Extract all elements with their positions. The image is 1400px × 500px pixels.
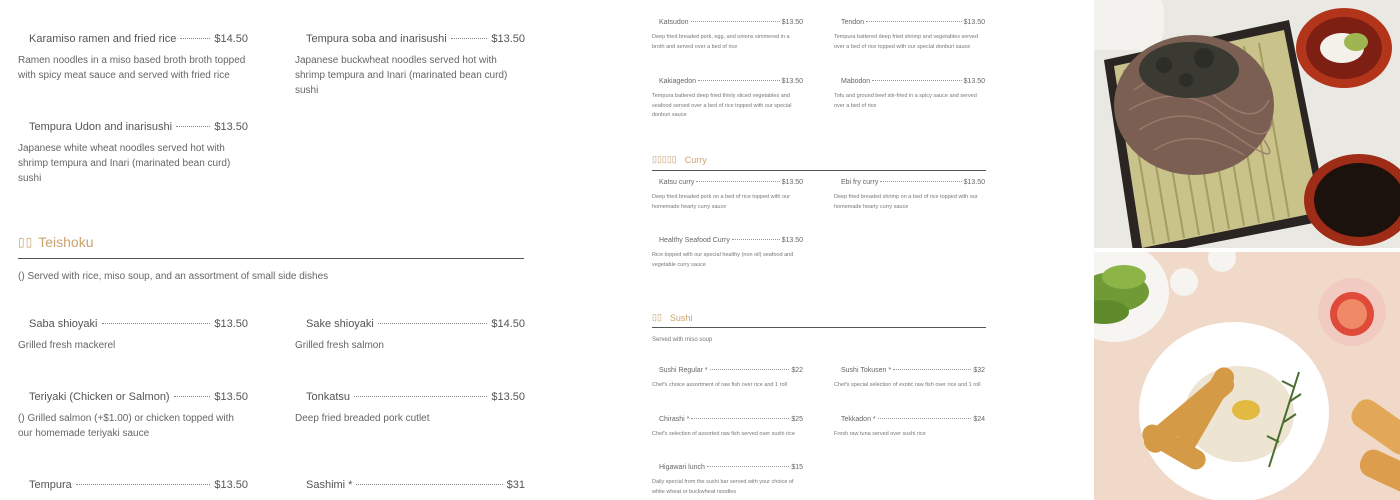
japanese-glyph: ▯▯ [652, 312, 662, 322]
menu-item [652, 179, 803, 212]
item-name: Katsudon [659, 19, 689, 26]
curry-section-title [652, 154, 707, 165]
item-price: $14.50 [491, 318, 525, 330]
item-name: Healthy Seafood Curry [659, 237, 730, 244]
item-description: Deep fried breaded pork on a bed of rice topped with our homemade hearty curry sauce [652, 194, 790, 210]
item-description: Deep fried breaded pork cutlet [295, 413, 430, 424]
menu-item [18, 479, 248, 491]
section-divider [18, 258, 524, 259]
menu-item [295, 318, 525, 353]
bread-dip-illustration [1094, 252, 1400, 500]
item-name: Tendon [841, 19, 864, 26]
item-price: $13.50 [214, 479, 248, 491]
item-description: Rice topped with our special healthy (non oil) seafood and vegetable curry sauce [652, 252, 794, 268]
sushi-section-title [652, 312, 692, 323]
item-name: Tempura soba and inarisushi [306, 33, 447, 45]
item-name: Ebi fry curry [841, 179, 879, 186]
item-price: $13.50 [963, 179, 985, 186]
item-price: $13.50 [214, 121, 248, 133]
menu-item [18, 121, 248, 186]
item-price: $25 [791, 416, 803, 423]
item-name: Mabodon [841, 78, 871, 85]
section-divider [652, 170, 986, 171]
item-description: Daily special from the sushi bar served with your choice of white wheat or buckwheat noodles [652, 479, 794, 495]
item-description: Chef's selection of assorted raw fish served over sushi rice [652, 431, 795, 437]
item-description: Japanese buckwheat noodles served hot with shrimp tempura and Inari (marinated bean curd) sushi [295, 55, 508, 96]
item-price: $13.50 [491, 33, 525, 45]
item-name: Katsu curry [659, 179, 695, 186]
item-price: $13.50 [214, 318, 248, 330]
menu-item [652, 19, 803, 52]
item-name: Teriyaki (Chicken or Salmon) [29, 391, 170, 403]
item-name: Sushi Tokusen * [841, 367, 892, 374]
item-name: Chirashi * [659, 416, 690, 423]
item-name: Tempura [29, 479, 72, 491]
item-description: Deep fried breaded pork, egg, and onions simmered in a broth and served over a bed of rice [652, 34, 790, 50]
left-menu-column [0, 0, 560, 500]
menu-item [652, 237, 803, 270]
item-price: $14.50 [214, 33, 248, 45]
food-photos [1094, 0, 1400, 500]
teishoku-section-title [18, 234, 93, 250]
japanese-glyph: ▯▯ [18, 235, 34, 249]
section-title-text: Curry [684, 154, 707, 165]
japanese-glyph: ▯▯▯▯▯ [652, 154, 677, 164]
menu-item [834, 179, 985, 212]
item-price: $13.50 [963, 19, 985, 26]
item-name: Sashimi * [306, 479, 353, 491]
item-description: Tofu and ground beef stir-fried in a spicy sauce and served over a bed of rice [834, 93, 977, 109]
item-description: Tempura battered deep fried thinly sliced vegetables and seafood served over a bed of rice topped with our special donburi sauce [652, 93, 792, 118]
item-name: Tempura Udon and inarisushi [29, 121, 173, 133]
section-note: () Served with rice, miso soup, and an assortment of small side dishes [18, 271, 329, 282]
item-name: Saba shioyaki [29, 318, 98, 330]
item-description: Grilled fresh mackerel [18, 340, 116, 351]
item-price: $13.50 [781, 78, 803, 85]
item-price: $13.50 [781, 237, 803, 244]
item-name: Higawari lunch [659, 464, 705, 471]
bread-dip-photo [1094, 252, 1400, 500]
section-note: Served with miso soup [652, 337, 713, 343]
item-price: $24 [973, 416, 985, 423]
item-description: Chef's choice assortment of raw fish over rice and 1 roll [652, 382, 787, 388]
item-name: Tonkatsu [306, 391, 351, 403]
item-price: $13.50 [781, 179, 803, 186]
menu-item [652, 416, 803, 440]
menu-item [18, 391, 248, 441]
menu-item [834, 19, 985, 52]
menu-item [18, 33, 248, 83]
item-price: $13.50 [781, 19, 803, 26]
section-divider [652, 327, 986, 328]
item-description: Ramen noodles in a miso based broth broth topped with spicy meat sauce and served with fried rice [18, 55, 246, 81]
item-name: Sake shioyaki [306, 318, 374, 330]
section-title-text: Teishoku [38, 234, 94, 250]
soba-photo [1094, 0, 1400, 248]
menu-item [295, 33, 525, 98]
item-name: Sushi Regular * [659, 367, 708, 374]
item-price: $15 [791, 464, 803, 471]
section-title-text: Sushi [669, 312, 693, 323]
item-description: Deep fried breaded shrimp on a bed of rice topped with our homemade hearty curry sauce [834, 194, 978, 210]
menu-item [652, 78, 803, 121]
menu-item [18, 318, 248, 353]
menu-item [834, 416, 985, 440]
item-price: $13.50 [963, 78, 985, 85]
item-name: Karamiso ramen and fried rice [29, 33, 177, 45]
item-price: $13.50 [491, 391, 525, 403]
item-description: Japanese white wheat noodles served hot with shrimp tempura and Inari (marinated bean curd) sushi [18, 143, 231, 184]
menu-item [652, 464, 803, 497]
menu-item [834, 367, 985, 391]
item-description: Chef's special selection of exotic raw fish over rice and 1 roll [834, 382, 981, 388]
menu-item [295, 391, 525, 426]
item-price: $13.50 [214, 391, 248, 403]
menu-item [834, 78, 985, 111]
middle-menu-column [640, 0, 1000, 500]
item-price: $32 [973, 367, 985, 374]
item-name: Kakiagedon [659, 78, 696, 85]
item-price: $22 [791, 367, 803, 374]
menu-item [652, 367, 803, 391]
item-description: Fresh raw tuna served over sushi rice [834, 431, 926, 437]
item-description: Tempura battered deep fried shrimp and vegetables served over a bed of rice topped with our special donburi sauce [834, 34, 979, 50]
menu-item [295, 479, 525, 491]
item-description: Grilled fresh salmon [295, 340, 384, 351]
item-description: () Grilled salmon (+$1.00) or chicken topped with our homemade teriyaki sauce [18, 413, 234, 439]
item-price: $31 [506, 479, 525, 491]
item-name: Tekkadon * [841, 416, 876, 423]
soba-illustration [1094, 0, 1400, 248]
